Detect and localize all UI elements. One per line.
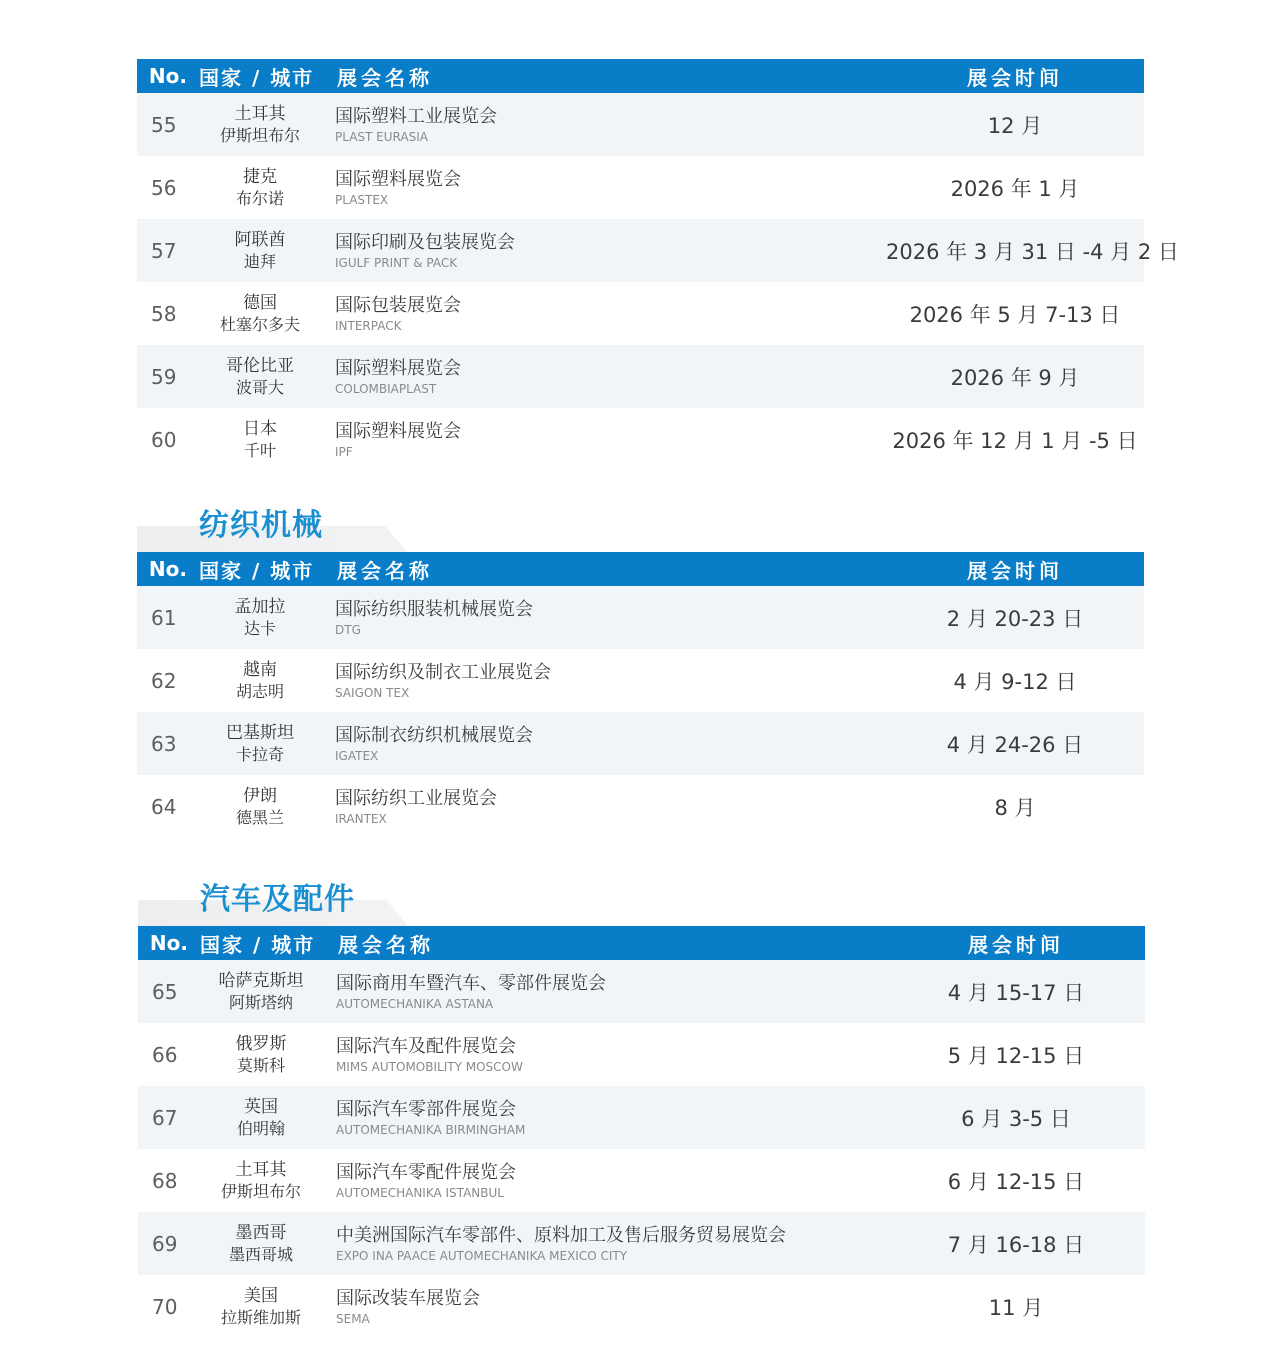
row-location [188,1159,334,1203]
row-name-zh: 国际汽车及配件展览会 [336,1035,516,1057]
section-title-tab [138,878,1145,926]
table-row [138,1149,1145,1212]
row-city: 伊斯坦布尔 [219,125,300,145]
row-country: 阿联酋 [234,229,286,250]
row-city: 波哥大 [235,377,284,397]
row-name-en: IRANTEX [335,811,387,826]
row-location [187,596,333,640]
table-row [137,649,1144,712]
row-date: 2026 年 9 月 [950,365,1080,390]
row-number: 58 [151,301,177,326]
row-name-zh: 国际纺织及制衣工业展览会 [335,661,551,683]
row-name-zh: 国际汽车零部件展览会 [336,1098,516,1120]
row-date: 2026 年 3 月 31 日 -4 月 2 日 [886,239,1179,264]
row-date: 2026 年 12 月 1 月 -5 日 [892,428,1138,453]
row-name-zh: 国际塑料展览会 [335,357,461,379]
row-location [187,355,333,399]
row-date: 8 月 [994,795,1036,820]
row-location [188,1096,334,1140]
row-location [187,785,333,829]
row-name-zh: 国际商用车暨汽车、零部件展览会 [336,972,606,994]
row-city: 墨西哥城 [228,1244,293,1264]
row-name-en: MIMS AUTOMOBILITY MOSCOW [336,1059,523,1074]
header-no: No. [149,931,188,955]
row-location [187,103,333,147]
row-exhibition [334,1161,887,1201]
row-city: 伯明翰 [236,1118,285,1138]
row-number: 66 [152,1042,178,1067]
row-exhibition [333,787,886,827]
table-row [137,282,1144,345]
row-city: 拉斯维加斯 [220,1307,301,1327]
row-exhibition [333,231,886,271]
section-plastics [137,59,1179,471]
row-location [187,229,333,273]
row-city: 达卡 [243,618,276,638]
row-city: 阿斯塔纳 [228,992,293,1012]
row-country: 哈萨克斯坦 [218,970,304,991]
row-country: 日本 [243,418,277,439]
row-number: 63 [151,731,177,756]
table-row [137,219,1179,282]
table-body [137,93,1179,471]
row-name-zh: 国际塑料工业展览会 [335,105,497,127]
row-city: 伊斯坦布尔 [220,1181,301,1201]
row-name-en: SEMA [336,1311,370,1326]
row-name-zh: 中美洲国际汽车零部件、原料加工及售后服务贸易展览会 [336,1224,786,1246]
header-no: No. [148,64,187,88]
row-country: 哥伦比亚 [226,355,294,376]
row-name-zh: 国际包装展览会 [335,294,461,316]
header-time: 展会时间 [967,558,1063,583]
row-name-zh: 国际塑料展览会 [335,420,461,442]
row-number: 57 [151,238,177,263]
row-name-zh: 国际改装车展览会 [336,1287,480,1309]
row-number: 56 [151,175,177,200]
row-name-en: AUTOMECHANIKA BIRMINGHAM [336,1122,526,1137]
row-city: 胡志明 [235,681,284,701]
row-date: 6 月 12-15 日 [947,1169,1085,1194]
row-country: 伊朗 [243,785,277,806]
table-header [137,552,1144,586]
header-time: 展会时间 [968,932,1064,957]
table-row [137,408,1144,471]
row-number: 67 [152,1105,178,1130]
row-date: 4 月 15-17 日 [947,980,1085,1005]
row-name-en: EXPO INA PAACE AUTOMECHANIKA MEXICO CITY [336,1248,628,1263]
row-number: 55 [151,112,177,137]
row-city: 德黑兰 [235,807,284,827]
row-location [187,722,333,766]
row-name-en: IGATEX [335,748,379,763]
row-location [187,292,333,336]
row-number: 70 [152,1294,178,1319]
table-row [138,1275,1145,1338]
row-exhibition [334,1035,887,1075]
section-automotive [138,878,1145,1338]
table-row [137,345,1144,408]
row-date: 5 月 12-15 日 [947,1043,1085,1068]
row-location [188,970,334,1014]
row-exhibition [334,972,887,1012]
header-country: 国家 / 城市 [199,558,315,583]
section-title: 汽车及配件 [200,882,355,917]
header-country: 国家 / 城市 [200,932,316,957]
row-city: 卡拉奇 [235,744,284,764]
row-country: 捷克 [243,166,277,187]
row-exhibition [333,105,886,145]
row-location [188,1222,334,1266]
row-country: 土耳其 [234,103,286,124]
section-textile [137,504,1144,838]
table-row [138,960,1145,1023]
table-row [137,712,1144,775]
row-city: 莫斯科 [236,1055,285,1075]
row-name-en: INTERPACK [335,318,402,333]
table-body [137,586,1144,838]
row-location [188,1285,334,1329]
row-number: 59 [151,364,177,389]
row-date: 2 月 20-23 日 [946,606,1084,631]
row-name-en: SAIGON TEX [335,685,410,700]
header-no: No. [148,557,187,581]
table-row [138,1086,1145,1149]
row-city: 杜塞尔多夫 [219,314,300,334]
row-city: 迪拜 [243,251,276,271]
table-header [138,926,1145,960]
row-location [187,659,333,703]
row-name-zh: 国际纺织工业展览会 [335,787,497,809]
row-name-en: PLAST EURASIA [335,129,428,144]
table-row [138,1023,1145,1086]
section-title: 纺织机械 [199,508,323,543]
row-number: 65 [152,979,178,1004]
table-row [138,1212,1145,1275]
row-exhibition [334,1098,887,1138]
row-name-en: PLASTEX [335,192,389,207]
row-country: 巴基斯坦 [226,722,294,743]
row-exhibition [333,420,886,460]
row-date: 2026 年 5 月 7-13 日 [909,302,1121,327]
row-location [188,1033,334,1077]
row-country: 墨西哥 [235,1222,287,1243]
row-country: 英国 [244,1096,278,1117]
row-date: 6 月 3-5 日 [961,1106,1071,1131]
row-country: 德国 [243,292,277,313]
header-time: 展会时间 [967,65,1063,90]
table-row [137,93,1144,156]
row-name-en: IPF [335,444,353,459]
row-number: 68 [152,1168,178,1193]
row-name-zh: 国际塑料展览会 [335,168,461,190]
row-exhibition [333,661,886,701]
row-number: 64 [151,794,177,819]
row-city: 布尔诺 [235,188,284,208]
row-name-en: AUTOMECHANIKA ISTANBUL [336,1185,504,1200]
row-exhibition [333,357,886,397]
row-name-zh: 国际印刷及包装展览会 [335,231,515,253]
row-country: 土耳其 [235,1159,287,1180]
row-location [187,166,333,210]
row-date: 7 月 16-18 日 [947,1232,1085,1257]
row-date: 4 月 9-12 日 [953,669,1077,694]
row-country: 孟加拉 [234,596,286,617]
row-exhibition [333,168,886,208]
row-exhibition [333,294,886,334]
row-country: 越南 [243,659,277,680]
table-row [137,775,1144,838]
header-name: 展会名称 [337,65,433,90]
row-name-en: COLOMBIAPLAST [335,381,437,396]
row-name-en: DTG [335,622,361,637]
row-number: 62 [151,668,177,693]
row-number: 60 [151,427,177,452]
row-exhibition [334,1287,887,1327]
row-date: 11 月 [988,1295,1044,1320]
header-country: 国家 / 城市 [199,65,315,90]
header-name: 展会名称 [337,558,433,583]
row-exhibition [334,1224,887,1264]
row-date: 4 月 24-26 日 [946,732,1084,757]
row-name-zh: 国际纺织服装机械展览会 [335,598,533,620]
table-header [137,59,1144,93]
row-number: 61 [151,605,177,630]
row-name-zh: 国际汽车零配件展览会 [336,1161,516,1183]
row-name-en: AUTOMECHANIKA ASTANA [336,996,494,1011]
row-country: 美国 [244,1285,278,1306]
row-date: 2026 年 1 月 [950,176,1080,201]
table-body [138,960,1145,1338]
row-country: 俄罗斯 [235,1033,287,1054]
row-number: 69 [152,1231,178,1256]
row-city: 千叶 [243,440,276,460]
header-name: 展会名称 [338,932,434,957]
table-row [137,586,1144,649]
row-name-en: IGULF PRINT & PACK [335,255,458,270]
row-exhibition [333,598,886,638]
row-name-zh: 国际制衣纺织机械展览会 [335,724,533,746]
section-title-tab [137,504,1144,552]
row-exhibition [333,724,886,764]
row-date: 12 月 [987,113,1043,138]
table-row [137,156,1144,219]
row-location [187,418,333,462]
